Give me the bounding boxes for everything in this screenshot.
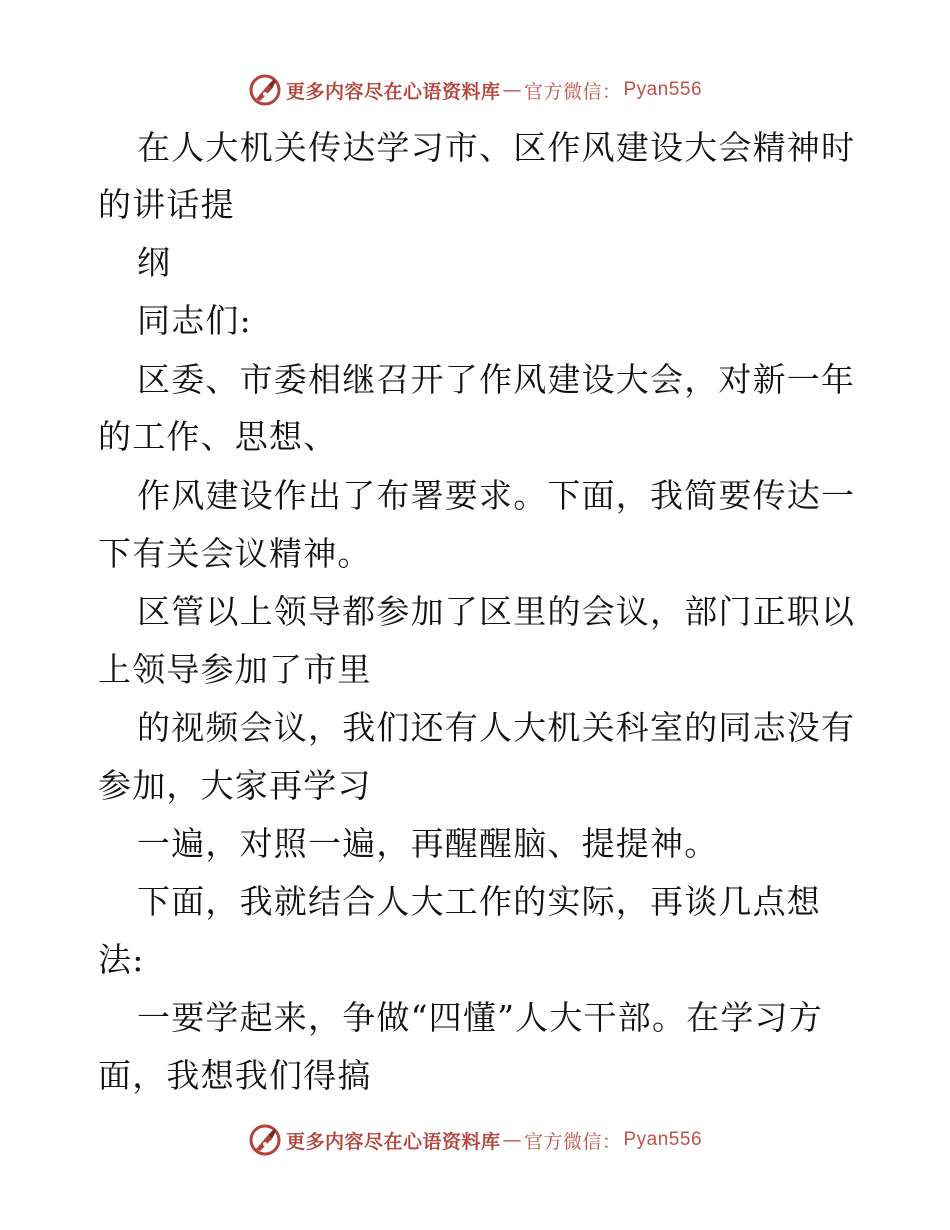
paragraph-line: 一要学起来，争做“四懂”人大干部。在学习方: [137, 998, 823, 1037]
paragraph-line: 的工作、思想、: [98, 417, 338, 456]
paragraph-line: 一遍，对照一遍，再醒醒脑、提提神。: [137, 824, 719, 863]
paragraph-line: 区管以上领导都参加了区里的会议，部门正职以: [137, 592, 856, 631]
banner-wechat-handle: Pyan556: [623, 79, 703, 100]
paragraph-line: 上领导参加了市里: [98, 650, 372, 689]
banner-wechat-handle: Pyan556: [623, 1129, 703, 1150]
salutation: 同志们:: [137, 301, 252, 340]
banner-dash: —: [502, 1129, 522, 1151]
document-title-line-1: 在人大机关传达学习市、区作风建设大会精神时: [137, 128, 856, 167]
paragraph-line: 下有关会议精神。: [98, 534, 372, 573]
document-title-line-2: 的讲话提: [98, 185, 235, 224]
header-watermark-banner: [0, 70, 950, 110]
paragraph-line: 法:: [98, 940, 145, 979]
paragraph-line: 区委、市委相继召开了作风建设大会，对新一年: [137, 360, 856, 399]
paragraph-line: 面，我想我们得搞: [98, 1056, 372, 1095]
paragraph-line: 下面，我就结合人大工作的实际，再谈几点想: [137, 882, 821, 921]
banner-wechat-label: 官方微信：: [523, 1130, 622, 1153]
fountain-pen-logo-icon: [248, 1123, 282, 1157]
banner-wechat-label: 官方微信：: [523, 80, 622, 103]
banner-brand-text: 更多内容尽在心语资料库: [285, 80, 501, 103]
paragraph-line: 的视频会议，我们还有人大机关科室的同志没有: [137, 708, 856, 747]
document-title-line-3: 纲: [137, 243, 172, 282]
fountain-pen-logo-icon: [248, 73, 282, 107]
banner-brand-text: 更多内容尽在心语资料库: [285, 1130, 501, 1153]
paragraph-line: 参加，大家再学习: [98, 766, 372, 805]
banner-dash: —: [502, 79, 522, 101]
footer-watermark-banner: [0, 1120, 950, 1160]
paragraph-line: 作风建设作出了布署要求。下面，我简要传达一: [137, 476, 856, 515]
